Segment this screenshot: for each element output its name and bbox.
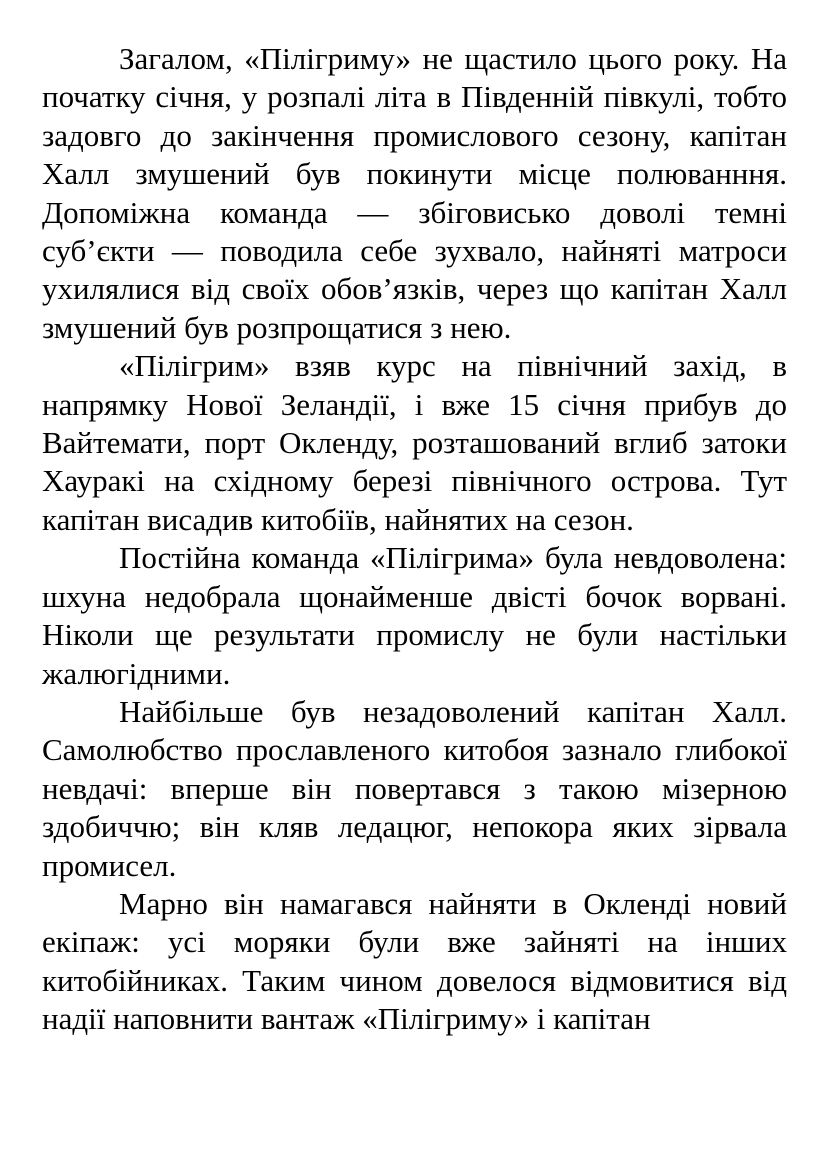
paragraph: «Пілігрим» взяв курс на північний захід, в напрямку Нової Зеландії, і вже 15 січня прибув до Вайтемати, порт Окленду, розташований вглиб затоки Хауракі на східному березі північного острова. Тут капітан висадив китобіїв, найнятих на сезон.: [42, 348, 787, 537]
paragraph: Постійна команда «Пілігрима» була невдоволена: шхуна недобрала щонайменше двісті бочок ворвані. Ніколи ще результати промислу не були настільки жалюгідними.: [42, 540, 787, 691]
paragraph: Марно він намагався найняти в Окленді новий екіпаж: усі моряки були вже зайняті на інших китобійниках. Таким чином довелося відмовитися від надії наповнити вантаж «Пілігриму» і капітан: [42, 885, 787, 1037]
page-text: [42, 40, 787, 1039]
paragraph: Найбільше був незадоволений капітан Халл. Самолюбство прославленого китобоя зазнало глибокої невдачі: вперше він повертався з такою мізерною здобиччю; він кляв ледацюг, непокора яких зірвала промисел.: [42, 693, 787, 883]
paragraph: Загалом, «Пілігриму» не щастило цього року. На початку січня, у розпалі літа в Південній півкулі, тобто задовго до закінчення промислового сезону, капітан Халл змушений був покинути місце полюванння. Допоміжна команда — збіговисько доволі темні суб’єкти — поводила себе зухвало, найняті матроси ухилялися від своїх обов’язків, через що капітан Халл змушений був розпрощатися з нею.: [42, 41, 787, 345]
